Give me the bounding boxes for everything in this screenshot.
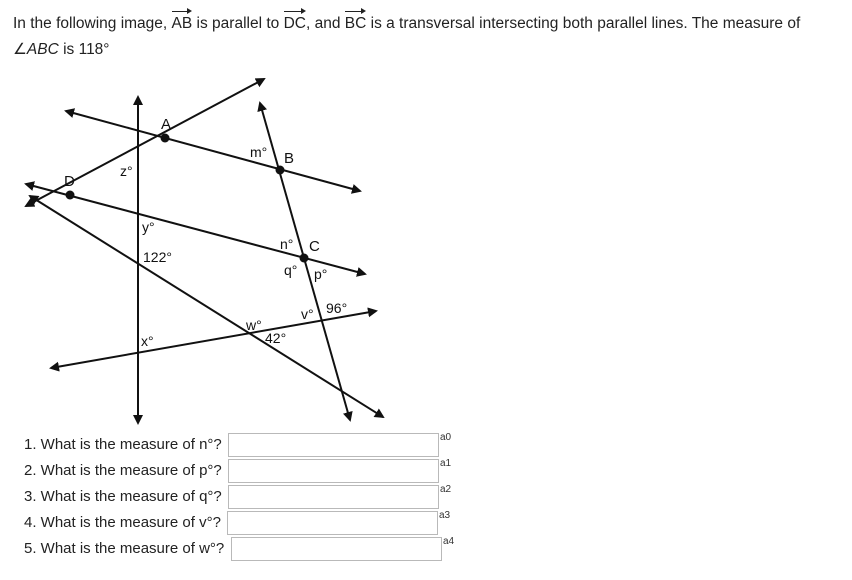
question-label-1: 1. What is the measure of n°? [24, 436, 222, 453]
point-d-dot [66, 191, 75, 200]
point-c-dot [300, 254, 309, 263]
segment-bc: BC [345, 9, 367, 37]
angle-symbol: ∠ [13, 41, 27, 58]
angle-label-z: z° [120, 163, 133, 179]
question-label-5: 5. What is the measure of w°? [24, 540, 225, 557]
angle-label-m: m° [250, 144, 268, 160]
answer-tag-3: a2 [440, 484, 452, 495]
line-dc [26, 184, 365, 274]
angle-label-96: 96° [326, 300, 348, 316]
angle-label-v: v° [301, 306, 314, 322]
answer-tag-4: a3 [439, 510, 451, 521]
answer-tag-2: a1 [440, 458, 452, 469]
answer-input-3[interactable] [228, 485, 439, 509]
answer-input-1[interactable] [228, 433, 439, 457]
question-label-2: 2. What is the measure of p°? [24, 462, 222, 479]
angle-label-x: x° [141, 333, 154, 349]
angle-label-n: n° [280, 236, 294, 252]
angle-label-122: 122° [143, 249, 172, 265]
answer-input-2[interactable] [228, 459, 439, 483]
angle-label-q: q° [284, 262, 298, 278]
angle-label-42: 42° [265, 330, 287, 346]
question-text [13, 9, 843, 63]
geometry-diagram [0, 70, 400, 425]
answer-input-5[interactable] [231, 537, 442, 561]
angle-label-p: p° [314, 266, 328, 282]
answer-input-4[interactable] [227, 511, 438, 535]
line-ab [66, 111, 360, 191]
angle-label-y: y° [142, 219, 155, 235]
segment-ab: AB [172, 9, 193, 37]
point-label-b: B [284, 150, 295, 167]
question-label-3: 3. What is the measure of q°? [24, 488, 222, 505]
answer-tag-5: a4 [443, 536, 455, 547]
question-label-4: 4. What is the measure of v°? [24, 514, 221, 531]
transversal-text: is a transversal intersecting both parallel lines. The measure of [370, 15, 801, 32]
point-label-d: D [64, 173, 75, 190]
segment-dc: DC [284, 9, 306, 37]
answer-tag-1: a0 [440, 432, 452, 443]
angle-name: ABC [26, 41, 59, 58]
angle-label-w: w° [246, 317, 262, 333]
intro-text: In the following image, [13, 15, 168, 32]
and-text: , and [305, 15, 341, 32]
point-label-c: C [309, 238, 320, 255]
angle-value: is 118° [63, 41, 110, 58]
point-label-a: A [161, 116, 172, 133]
point-a-dot [161, 134, 170, 143]
line-da [26, 79, 264, 206]
parallel-text: is parallel to [196, 15, 280, 32]
